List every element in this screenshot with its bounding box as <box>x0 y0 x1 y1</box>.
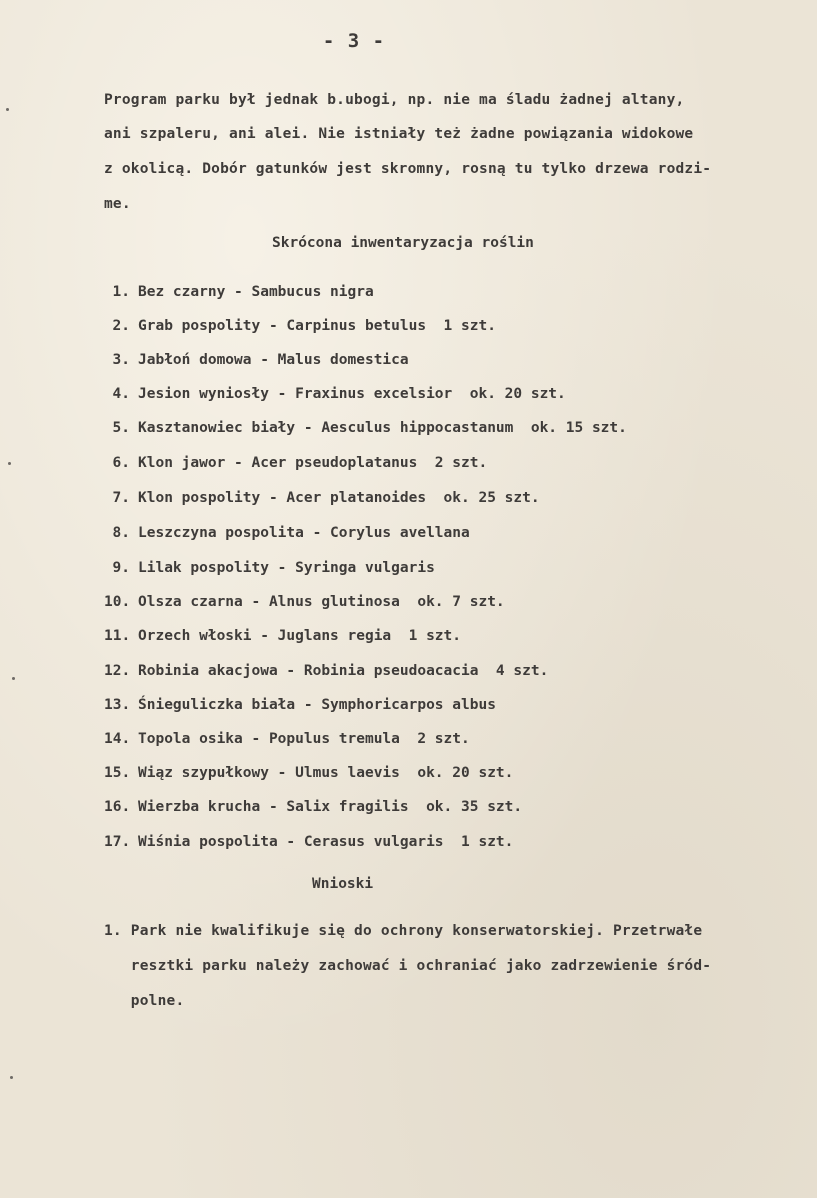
inventory-item <box>104 455 487 471</box>
inventory-item-number: 14. <box>104 731 131 747</box>
inventory-item <box>104 697 496 713</box>
inventory-item <box>104 318 496 334</box>
inventory-item-text: Orzech włoski - Juglans regia 1 szt. <box>138 628 462 644</box>
inventory-item-number: 6. <box>112 455 130 471</box>
inventory-item-text: Klon jawor - Acer pseudoplatanus 2 szt. <box>138 455 488 471</box>
page-number: - 3 - <box>322 30 386 52</box>
inventory-item-number: 5. <box>112 420 130 436</box>
inventory-item-number: 17. <box>104 834 131 850</box>
inventory-item-text: Wierzba krucha - Salix fragilis ok. 35 szt. <box>138 799 523 815</box>
inventory-item-number: 1. <box>112 284 130 300</box>
inventory-item-text: Jesion wyniosły - Fraxinus excelsior ok. 20 szt. <box>138 386 566 402</box>
inventory-item-text: Klon pospolity - Acer platanoides ok. 25 szt. <box>138 490 540 506</box>
inventory-item-number: 10. <box>104 594 131 610</box>
conclusion-line: resztki parku należy zachować i ochraniać jako zadrzewienie śród- <box>104 958 712 974</box>
inventory-item-number: 9. <box>112 560 130 576</box>
inventory-item-text: Topola osika - Populus tremula 2 szt. <box>138 731 470 747</box>
inventory-item-number: 15. <box>104 765 131 781</box>
inventory-item <box>104 628 461 644</box>
inventory-item-text: Olsza czarna - Alnus glutinosa ok. 7 szt. <box>138 594 505 610</box>
inventory-item-number: 11. <box>104 628 131 644</box>
intro-line: z okolicą. Dobór gatunków jest skromny, rosną tu tylko drzewa rodzi- <box>104 161 712 177</box>
intro-line: me. <box>104 196 131 212</box>
margin-mark <box>6 108 9 111</box>
inventory-item-text: Robinia akacjowa - Robinia pseudoacacia 4 szt. <box>138 663 549 679</box>
intro-line: Program parku był jednak b.ubogi, np. nie ma śladu żadnej altany, <box>104 92 685 108</box>
inventory-item <box>104 420 627 436</box>
inventory-item <box>104 560 435 576</box>
margin-mark <box>12 677 15 680</box>
inventory-item <box>104 834 513 850</box>
conclusion-line: 1. Park nie kwalifikuje się do ochrony konserwatorskiej. Przetrwałe <box>104 923 703 939</box>
inventory-item <box>104 386 566 402</box>
inventory-item-number: 4. <box>112 386 130 402</box>
inventory-item <box>104 731 470 747</box>
inventory-item-number: 13. <box>104 697 131 713</box>
inventory-item <box>104 352 409 368</box>
conclusions-heading: Wnioski <box>312 876 374 892</box>
inventory-item <box>104 663 548 679</box>
margin-mark <box>8 462 11 465</box>
inventory-item <box>104 525 470 541</box>
inventory-item <box>104 490 540 506</box>
inventory-item <box>104 765 513 781</box>
inventory-item-text: Wiśnia pospolita - Cerasus vulgaris 1 szt. <box>138 834 514 850</box>
inventory-item-text: Wiąz szypułkowy - Ulmus laevis ok. 20 szt. <box>138 765 514 781</box>
inventory-heading: Skrócona inwentaryzacja roślin <box>272 235 534 251</box>
inventory-item <box>104 799 522 815</box>
inventory-item-text: Grab pospolity - Carpinus betulus 1 szt. <box>138 318 496 334</box>
inventory-item-number: 16. <box>104 799 131 815</box>
inventory-item-number: 2. <box>112 318 130 334</box>
inventory-item-text: Lilak pospolity - Syringa vulgaris <box>138 560 435 576</box>
inventory-item-number: 12. <box>104 663 131 679</box>
inventory-item-text: Bez czarny - Sambucus nigra <box>138 284 374 300</box>
margin-mark <box>10 1076 13 1079</box>
inventory-item-text: Leszczyna pospolita - Corylus avellana <box>138 525 470 541</box>
inventory-item-text: Jabłoń domowa - Malus domestica <box>138 352 409 368</box>
inventory-item-number: 3. <box>112 352 130 368</box>
inventory-item <box>104 594 505 610</box>
intro-line: ani szpaleru, ani alei. Nie istniały też żadne powiązania widokowe <box>104 126 694 142</box>
inventory-item-number: 8. <box>112 525 130 541</box>
inventory-item <box>104 284 374 300</box>
inventory-item-text: Kasztanowiec biały - Aesculus hippocastanum ok. 15 szt. <box>138 420 627 436</box>
conclusion-line: polne. <box>104 993 185 1009</box>
inventory-item-number: 7. <box>112 490 130 506</box>
inventory-item-text: Śnieguliczka biała - Symphoricarpos albus <box>138 697 496 713</box>
